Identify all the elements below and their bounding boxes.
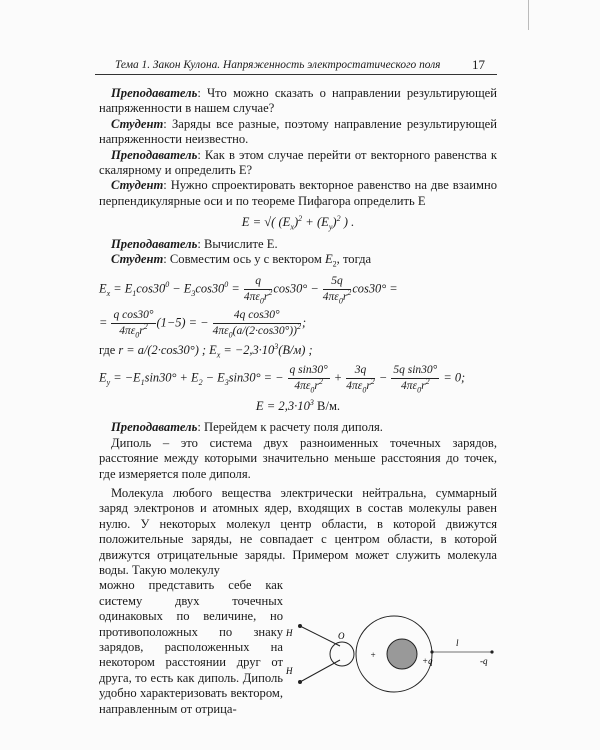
h-top-dot <box>298 624 302 628</box>
paragraph-wrap: можно представить себе как систему двух точечных одинаковых по величине, но противоположных по знаку зарядов, расположенных на некотором расстоянии друг от друга, то есть как диполь. Диполь удобно характеризовать вектором, направленным от отрица- <box>99 578 283 716</box>
dialogue-text: : Вычислите Е. <box>197 236 278 251</box>
dialogue-line <box>99 237 497 252</box>
dialogue-line <box>99 86 497 117</box>
h-top-label: H <box>286 628 293 638</box>
paragraph-molecule: Молекула любого вещества электрически нейтральна, суммарный заряд электронов и атомных ядер, входящих в состав молекулы равен нулю. У некоторых молекул центр области, в которой движутся положительные заряды, не совпадает с центром области, в которой движутся отрицательные заряды. Примером может служить молекула воды. Такую молекулу <box>99 485 497 577</box>
length-label: l <box>456 638 459 648</box>
header-title: Тема 1. Закон Кулона. Напряженность электростатического поля <box>115 59 441 71</box>
plus-charge-dot <box>430 650 433 653</box>
h-bottom-dot <box>298 680 302 684</box>
minus-charge-dot <box>490 650 493 653</box>
formula-pythagoras: E = √( $(E_x)^2 + (E_y)^2$ ) . <box>241 214 355 232</box>
formula-ey: $E_y = -E_1\sin 30^\circ + E_2 - E_3\sin 30^\circ$ = − $\frac{\text{q sin30°}}{4\pi\varepsilon_0r^2}$ + $\frac{3q}{4\pi\varepsilon_0r^2}$ − $\frac{\text{5q sin30°}}{4\pi\varepsilon_0r^2}$ = 0; <box>99 363 466 395</box>
speaker-label: Преподаватель <box>111 420 198 435</box>
dialogue-text: : Заряды все разные, поэтому направление результирующей напряженности неизвестно. <box>99 116 497 147</box>
h-bottom-label: H <box>286 666 293 676</box>
formula-where: где r = a/(2·cos30°) ; $E_x = -2,3\cdot 10^3(B/м)$ ; <box>99 342 313 360</box>
then-text: , тогда <box>336 252 372 267</box>
dialogue-text: : Нужно спроектировать векторное равенство на две взаимно перпендикулярные оси и по теореме Пифагора определить Е <box>99 178 497 208</box>
dialogue-text: : Что можно сказать о направлении результирующей напряженности в нашем случае? <box>99 86 497 116</box>
dialogue-line <box>99 420 497 435</box>
negative-cloud <box>387 639 417 669</box>
speaker-label: Студент <box>111 178 164 193</box>
where-text: где <box>99 343 116 358</box>
dialogue-text: : Совместим ось y с вектором <box>163 252 322 267</box>
dialogue-line: Студент: Совместим ось y с вектором $E_2$, тогда <box>111 252 372 269</box>
dialogue-line <box>99 178 497 209</box>
page-number: 17 <box>472 57 485 72</box>
paragraph-dipole: Диполь – это система двух разноименных точечных зарядов, расстояние между которыми значительно меньше расстояния до точек, где измеряется поле диполя. <box>99 435 497 481</box>
formula-ex-1: $E_x = E_1\cos 30^0 - E_3\cos 30^0$ = $\frac{q}{4\pi\varepsilon_0r^2}$ cos30° − $\frac{5q}{4\pi\varepsilon_0r^2}$ cos30° = <box>99 275 398 306</box>
speaker-label: Студент <box>111 252 164 267</box>
bond-bottom <box>300 660 340 682</box>
dialogue-line <box>99 148 497 179</box>
bond-top <box>300 626 340 646</box>
dialogue-text: : Как в этом случае перейти от векторного равенства к скалярному и определить Е? <box>99 147 497 178</box>
water-molecule-figure <box>282 606 497 706</box>
speaker-label: Преподаватель <box>111 86 198 100</box>
oxygen-label: O <box>338 631 345 641</box>
dialogue-line <box>99 117 497 148</box>
page-fold-line <box>528 0 529 30</box>
minus-q-label: -q <box>480 656 488 666</box>
formula-ex-2: = $\frac{\text{q cos30°}}{4\pi\varepsilon_0r^2}$ (1−5) = − $\frac{\text{4q cos30°}}{4\pi\varepsilon_0(a/(2\cdot\cos 30^\circ))^2}$ ; <box>99 309 307 340</box>
plus-q-label: +q <box>422 656 433 666</box>
formula-e-final: $E = 2,3\cdot 10^3$ В/м. <box>255 397 341 413</box>
running-header <box>95 56 497 75</box>
speaker-label: Студент <box>111 116 164 131</box>
dialogue-text: : Перейдем к расчету поля диполя. <box>197 420 383 435</box>
oxygen-circle <box>330 642 354 666</box>
plus-label: + <box>370 650 377 660</box>
speaker-label: Преподаватель <box>111 236 198 251</box>
speaker-label: Преподаватель <box>111 147 198 162</box>
